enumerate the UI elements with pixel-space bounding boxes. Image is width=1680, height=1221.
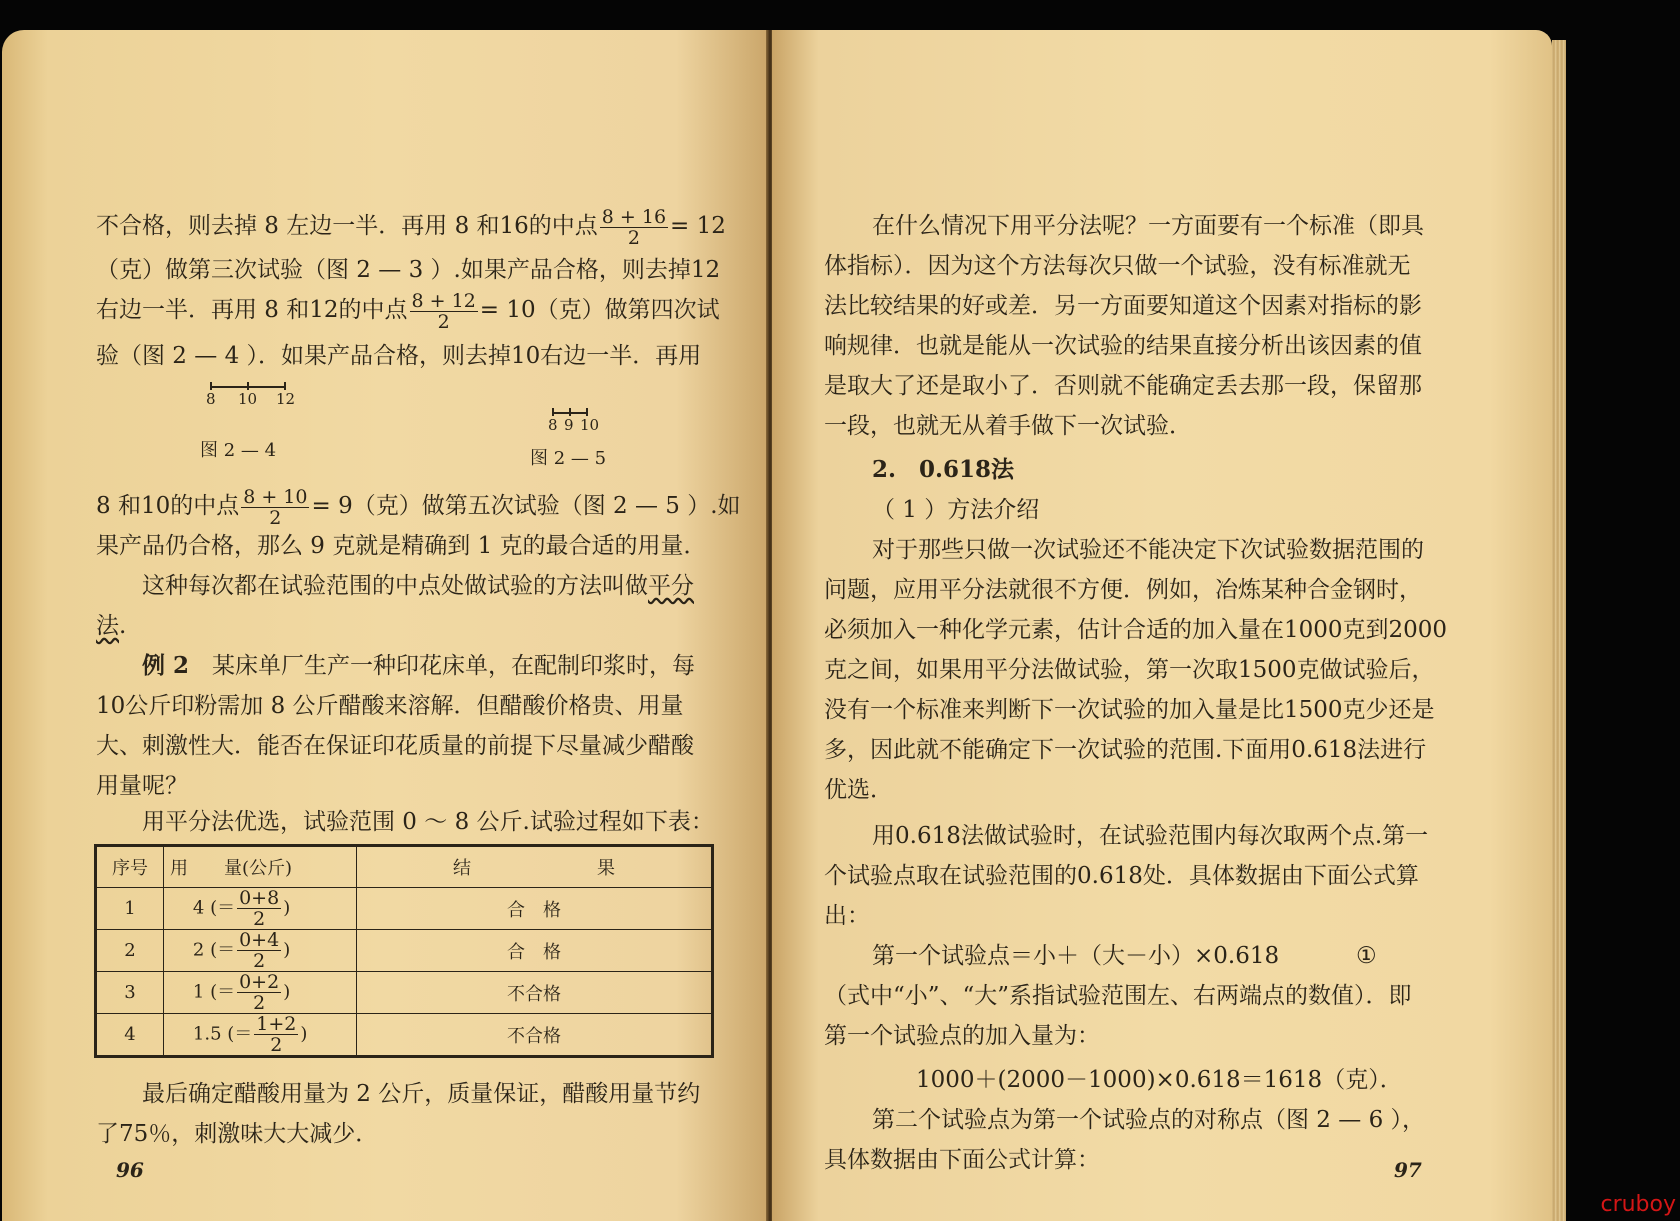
figure-tick-label: 8 [548,416,558,434]
table-header: 序号 [96,846,164,888]
table-intro: 用平分法优选，试验范围 0 ～ 8 公斤.试验过程如下表： [142,809,714,835]
conclusion-line-1: 最后确定醋酸用量为 2 公斤，质量保证，醋酸用量节约 [142,1081,701,1107]
figure-tick [552,408,554,416]
table-cell-seq: 3 [96,972,164,1014]
table-cell-seq: 2 [96,930,164,972]
conclusion-line-2: 了75％，刺激味大大减少． [96,1121,379,1147]
fraction-numerator: 8 + 12 [411,289,476,312]
fraction [600,207,668,248]
fraction [254,1014,298,1055]
left-page [2,30,768,1221]
figure-tick-label: 9 [564,416,574,434]
para4-line-2: 第一个试验点的加入量为： [824,1023,1100,1049]
fraction-numerator: 0+4 [239,929,280,951]
formula-number: ① [1356,943,1377,969]
right-line-4: 响规律．也就是能从一次试验的结果直接分析出该因素的值 [824,333,1422,359]
table-header-row [96,846,713,888]
fraction-denominator: 2 [253,992,266,1014]
para2-line-6: 多，因此就不能确定下一次试验的范围.下面用0.618法进行 [824,737,1427,763]
table-cell-result: 合 格 [357,888,713,930]
table-row [96,930,713,972]
para2-line-4: 克之间，如果用平分法做试验，第一次取1500克做试验后， [824,657,1435,683]
term-underlined: 平分 [648,573,694,599]
para3-line-3: 出： [824,903,870,929]
fraction-denominator: 2 [253,950,266,972]
figure-2-5-caption: 图 2 — 5 [530,448,607,469]
figure-tick [284,382,286,390]
fraction-numerator: 0+2 [239,971,280,993]
text-run: = 9（克）做第五次试验（图 2 — 5 ）.如 [311,493,741,519]
figure-2-5 [548,412,602,442]
example-2-line-3: 大、刺激性大．能否在保证印花质量的前提下尽量减少醋酸 [96,733,694,759]
fraction [237,888,281,929]
table-cell-result: 不合格 [357,972,713,1014]
figure-tick-label: 8 [206,390,216,408]
table-cell-amount: 2 (＝ $\frac{0+4}{2}$ ) [164,930,357,972]
amount-value: 4 [192,897,205,919]
left-line-5 [96,486,741,528]
table-cell-amount: 1 (＝ $\frac{0+2}{2}$ ) [164,972,357,1014]
para2-line-5: 没有一个标准来判断下一次试验的加入量是比1500克少还是 [824,697,1435,723]
table-cell-seq: 1 [96,888,164,930]
fraction [410,291,478,332]
table-cell-amount: 4 (＝ $\frac{0+8}{2}$ ) [164,888,357,930]
para2-line-7: 优选． [824,777,893,803]
text-run: 这种每次都在试验范围的中点处做试验的方法叫做 [142,573,648,599]
figure-tick [569,408,571,416]
fraction-denominator: 2 [253,908,266,930]
left-line-6: 果产品仍合格，那么 9 克就是精确到 1 克的最合适的用量． [96,533,707,559]
trial-table [94,844,714,1058]
text-run: 8 和10的中点 [96,493,240,519]
watermark: cruboy [1600,1192,1676,1217]
fraction-numerator: 8 + 10 [243,485,308,508]
para5-line-2: 具体数据由下面公式计算： [824,1147,1100,1173]
left-line-3 [96,290,720,332]
text-run: = 10（克）做第四次试 [479,297,720,323]
table-cell-amount: 1.5 (＝ $\frac{1+2}{2}$ ) [164,1014,357,1057]
example-label: 例 2 [142,652,190,679]
text-run: 不合格，则去掉 8 左边一半．再用 8 和16的中点 [96,213,598,239]
amount-value: 1 [192,981,205,1003]
para3-line-2: 个试验点取在试验范围的0.618处．具体数据由下面公式算 [824,863,1419,889]
text-run: 某床单厂生产一种印花床单，在配制印浆时，每 [212,653,696,679]
term-underlined: 法 [96,613,119,639]
fraction-denominator: 2 [270,1034,283,1056]
para3-line-1: 用0.618法做试验时，在试验范围内每次取两个点.第一 [872,823,1429,849]
figure-tick [247,382,249,390]
fraction-denominator: 2 [269,506,282,529]
example-2-line-2: 10公斤印粉需加 8 公斤醋酸来溶解．但醋酸价格贵、用量 [96,693,684,719]
figure-2-4 [206,386,296,416]
fraction-numerator: 8 + 16 [601,205,667,228]
fraction [237,930,281,971]
para2-line-2: 问题，应用平分法就很不方便．例如，冶炼某种合金钢时， [824,577,1422,603]
formula-1: 第一个试验点＝小＋（大－小）×0.618 [872,943,1280,969]
para2-line-3: 必须加入一种化学元素，估计合适的加入量在1000克到2000 [824,617,1448,643]
para5-line-1: 第二个试验点为第一个试验点的对称点（图 2 — 6 ）， [872,1107,1426,1133]
right-line-1: 在什么情况下用平分法呢？一方面要有一个标准（即具 [872,213,1424,239]
table-header: 结 果 [357,846,713,888]
right-line-3: 法比较结果的好或差．另一方面要知道这个因素对指标的影 [824,293,1422,319]
figure-2-4-caption: 图 2 — 4 [200,440,277,461]
table-header: 用 量(公斤) [164,846,357,888]
section-heading: 2. 0.618法 [872,456,1015,483]
page-number-left: 96 [116,1158,144,1182]
figure-tick-label: 10 [238,390,258,408]
fraction-denominator: 2 [627,226,640,249]
figure-tick [210,382,212,390]
para4-line-1: （式中“小”、“大”系指试验范围左、右两端点的数值）．即 [824,983,1412,1009]
table-row [96,1014,713,1057]
figure-tick-label: 10 [580,416,600,434]
calculation: 1000＋(2000－1000)×0.618＝1618（克）． [916,1067,1403,1093]
page-edges [1552,40,1566,1221]
fraction-numerator: 0+8 [239,887,280,909]
text-run: 右边一半．再用 8 和12的中点 [96,297,408,323]
figure-tick [586,408,588,416]
table-cell-seq: 4 [96,1014,164,1057]
right-line-6: 一段，也就无从着手做下一次试验． [824,413,1192,439]
right-line-5: 是取大了还是取小了．否则就不能确定丢去那一段，保留那 [824,373,1422,399]
right-page [772,30,1552,1221]
fraction [237,972,281,1013]
left-line-7 [142,566,694,606]
right-line-2: 体指标）．因为这个方法每次只做一个试验，没有标准就无 [824,253,1411,279]
text-run: . [119,613,127,639]
example-2-line-4: 用量呢？ [96,773,188,799]
figure-tick-label: 12 [276,390,296,408]
left-line-2: （克）做第三次试验（图 2 — 3 ）.如果产品合格，则去掉12 [96,257,721,283]
table-cell-result: 不合格 [357,1014,713,1057]
fraction [241,487,309,528]
subsection-heading: （ 1 ）方法介绍 [872,497,1040,523]
fraction-numerator: 1+2 [256,1013,297,1035]
amount-value: 1.5 [192,1023,222,1045]
table-row [96,972,713,1014]
page-number-right: 97 [1394,1158,1422,1182]
left-line-8 [96,606,126,646]
left-line-4: 验（图 2 — 4 ）．如果产品合格，则去掉10右边一半．再用 [96,343,702,369]
fraction-denominator: 2 [437,310,450,333]
table-row [96,888,713,930]
example-2-line-1 [142,646,695,686]
amount-value: 2 [192,939,205,961]
para2-line-1: 对于那些只做一次试验还不能决定下次试验数据范围的 [872,537,1424,563]
left-line-1 [96,206,726,248]
table-cell-result: 合 格 [357,930,713,972]
text-run: = 12 [670,213,726,239]
